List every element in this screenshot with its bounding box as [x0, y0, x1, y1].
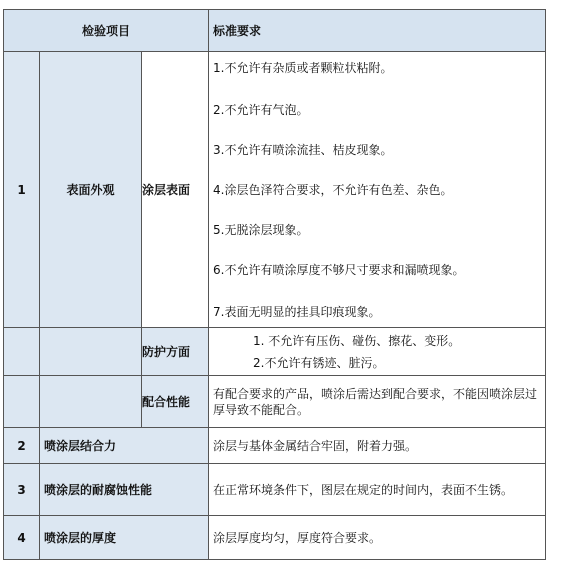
list-item: 7.表面无明显的挂具印痕现象。: [213, 304, 381, 319]
inspection-standard-table: [3, 9, 546, 560]
row-number: 3: [4, 464, 40, 516]
sub-item-protection: 防护方面: [142, 328, 209, 376]
item-coating-thickness: 喷涂层的厚度: [40, 516, 209, 560]
header-standard-requirement: 标准要求: [209, 10, 546, 52]
requirement-text: 在正常环境条件下，图层在规定的时间内，表面不生锈。: [209, 464, 546, 516]
requirement-text: 有配合要求的产品，喷涂后需达到配合要求，不能因喷涂层过厚导致不能配合。: [209, 376, 546, 428]
table-row: [4, 52, 546, 328]
item-coating-adhesion: 喷涂层结合力: [40, 428, 209, 464]
row-number: 4: [4, 516, 40, 560]
empty-cell: [40, 376, 142, 428]
table-row: [4, 428, 546, 464]
list-item: 2.不允许有气泡。: [213, 102, 309, 117]
list-item: 6.不允许有喷涂厚度不够尺寸要求和漏喷现象。: [213, 262, 465, 277]
sub-item-coating-surface: 涂层表面: [142, 52, 209, 328]
table-row: [4, 328, 546, 376]
requirement-text: 涂层与基体金属结合牢固，附着力强。: [209, 428, 546, 464]
list-item: 2.不允许有锈迹、脏污。: [253, 355, 385, 370]
sub-item-fit-performance: 配合性能: [142, 376, 209, 428]
list-item: 4.涂层色泽符合要求，不允许有色差、杂色。: [213, 182, 453, 197]
requirement-text: 涂层厚度均匀，厚度符合要求。: [209, 516, 546, 560]
row-number: 1: [4, 52, 40, 328]
list-item: 3.不允许有喷涂流挂、桔皮现象。: [213, 142, 393, 157]
header-inspection-item: 检验项目: [4, 10, 209, 52]
list-item: 1. 不允许有压伤、碰伤、擦花、变形。: [253, 333, 461, 348]
table-row: [4, 376, 546, 428]
row-number: 2: [4, 428, 40, 464]
table-header-row: [4, 10, 546, 52]
table-row: [4, 464, 546, 516]
list-item: 1.不允许有杂质或者颗粒状粘附。: [213, 60, 393, 75]
empty-cell: [4, 376, 40, 428]
empty-cell: [4, 328, 40, 376]
table-row: [4, 516, 546, 560]
requirement-list: [209, 328, 546, 376]
empty-cell: [40, 328, 142, 376]
category-surface-appearance: 表面外观: [40, 52, 142, 328]
item-corrosion-resistance: 喷涂层的耐腐蚀性能: [40, 464, 209, 516]
list-item: 5.无脱涂层现象。: [213, 222, 309, 237]
cropped-top-edge: [0, 0, 562, 6]
requirement-list: [209, 52, 546, 328]
